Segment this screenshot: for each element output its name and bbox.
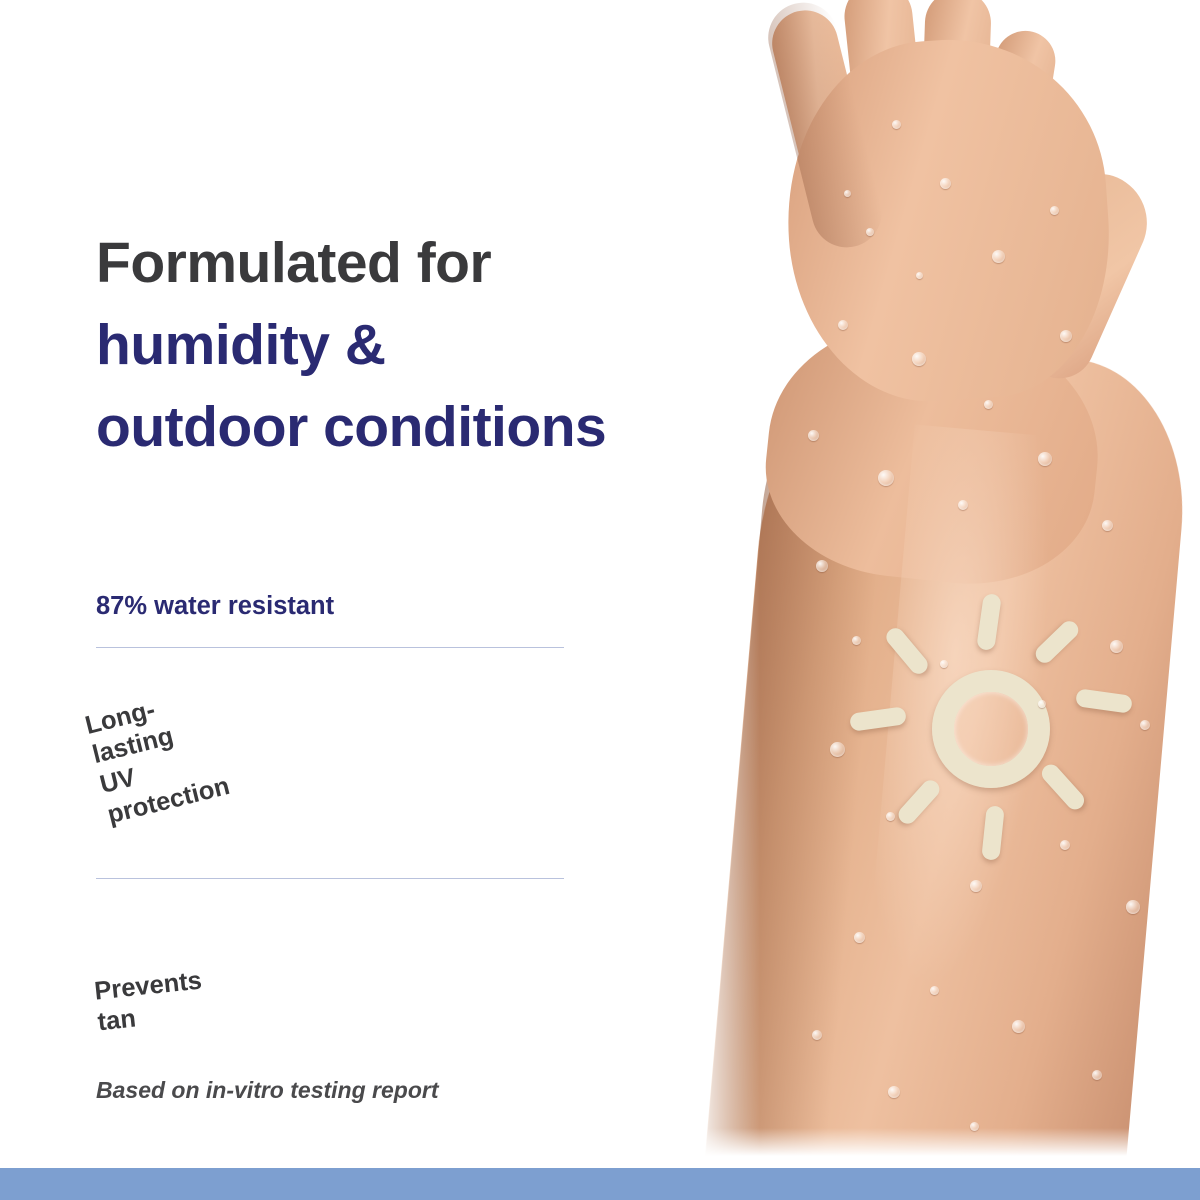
feature-label: Long-lasting UV protection — [82, 695, 233, 829]
water-droplet — [1126, 900, 1140, 914]
text-column — [82, 0, 756, 1200]
sun-ray-5 — [981, 805, 1005, 861]
water-droplet — [1140, 720, 1150, 730]
water-droplet — [888, 1086, 900, 1098]
headline-line-3: outdoor conditions — [96, 395, 607, 460]
sun-ray-8 — [883, 625, 931, 678]
water-droplet — [838, 320, 848, 330]
water-droplet — [1092, 1070, 1102, 1080]
water-droplet — [1060, 840, 1070, 850]
water-droplet — [1012, 1020, 1025, 1033]
water-droplet — [992, 250, 1005, 263]
feature-divider — [96, 647, 564, 648]
water-droplet — [916, 272, 923, 279]
headline-line-2: humidity & — [96, 313, 386, 378]
water-droplet — [830, 742, 845, 757]
water-droplet — [886, 812, 895, 821]
headline — [96, 222, 746, 468]
water-droplet — [1038, 700, 1046, 708]
feature-divider — [96, 878, 564, 879]
water-droplet — [940, 660, 948, 668]
water-droplet — [1050, 206, 1059, 215]
water-droplet — [1060, 330, 1072, 342]
water-droplet — [844, 190, 851, 197]
feature-label: Prevents tan — [93, 966, 204, 1037]
water-droplet — [1038, 452, 1052, 466]
sun-ring — [932, 670, 1050, 788]
sun-ray-2 — [1032, 617, 1082, 666]
headline-line-1: Formulated for — [96, 231, 492, 295]
water-droplet — [970, 880, 982, 892]
water-droplet — [866, 228, 874, 236]
water-droplet — [940, 178, 951, 189]
footnote: Based on in-vitro testing report — [96, 1077, 439, 1103]
water-droplet — [878, 470, 894, 486]
sun-ray-4 — [1038, 761, 1088, 813]
water-droplet — [984, 400, 993, 409]
water-droplet — [958, 500, 968, 510]
water-droplet — [808, 430, 819, 441]
water-droplet — [1110, 640, 1123, 653]
feature-item-uv-protection — [69, 643, 233, 882]
water-droplet — [912, 352, 926, 366]
water-droplet — [852, 636, 861, 645]
water-droplet — [812, 1030, 822, 1040]
water-droplet — [854, 932, 865, 943]
feature-list — [82, 566, 564, 1129]
feature-label: 87% water resistant — [96, 592, 335, 621]
water-droplet — [892, 120, 901, 129]
water-droplet — [1102, 520, 1113, 531]
sun-icon — [862, 600, 1122, 860]
water-droplet — [930, 986, 939, 995]
sun-ray-1 — [976, 593, 1002, 651]
water-droplet — [816, 560, 828, 572]
feature-item-water-resistant — [96, 566, 564, 647]
sun-ray-6 — [895, 777, 943, 828]
